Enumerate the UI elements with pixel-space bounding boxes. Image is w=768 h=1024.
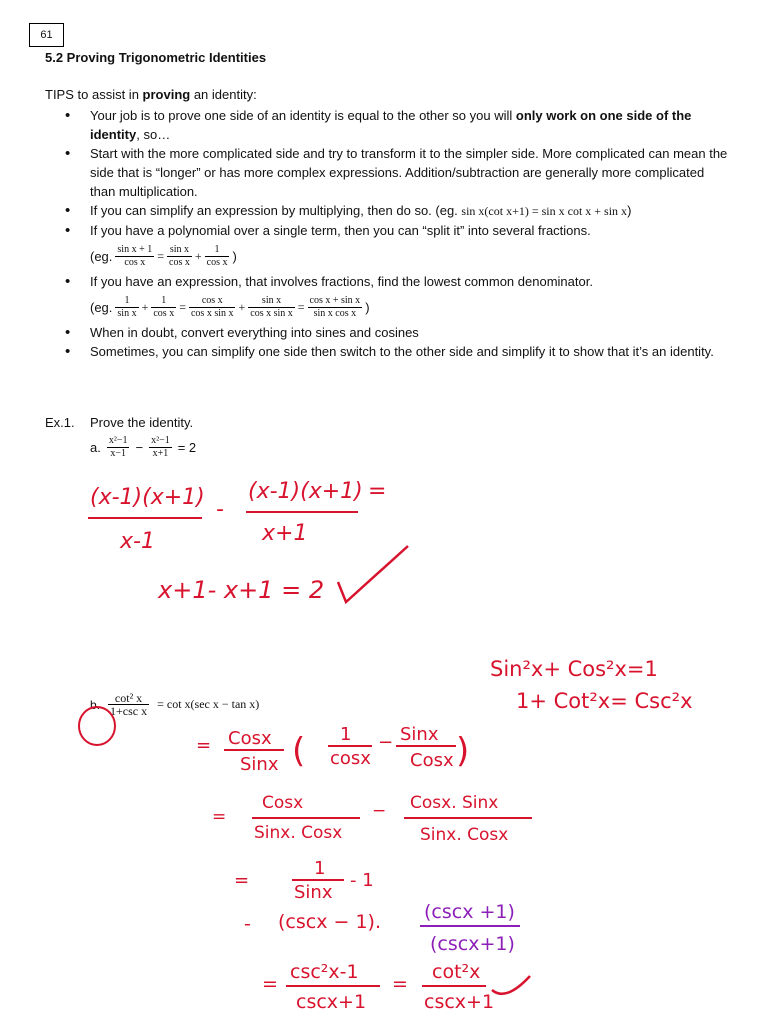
numerator: 1 <box>151 295 176 308</box>
hw-b5-numerator-2: cot²x <box>432 961 481 983</box>
numerator: cot² x <box>108 692 149 705</box>
hw-b1-denominator: Sinx <box>240 754 279 775</box>
circle-annotation-icon <box>79 707 115 745</box>
part-a-rhs: = 2 <box>177 440 197 455</box>
numerator: 1 <box>115 295 138 308</box>
hw-part-b-line2 <box>212 793 532 845</box>
denominator: x+1 <box>152 448 169 459</box>
example-label: Ex.1. <box>45 415 75 430</box>
hw-b1-inner-num-1: 1 <box>340 724 352 745</box>
check-mark-icon <box>338 546 408 602</box>
hw-b2-minus: − <box>372 801 387 821</box>
hw-b1-inner-den-1: cosx <box>330 748 371 769</box>
hw-part-a-line2 <box>157 576 324 604</box>
tip1-bold: only work on one side of the identity <box>90 108 692 142</box>
part-a-label: a. <box>90 440 101 455</box>
minus-sign: − <box>135 440 144 455</box>
tip3-close: ) <box>627 203 632 218</box>
tip1-before: Your job is to prove one side of an identity is equal to the other so you will <box>90 108 516 123</box>
check-mark-icon <box>492 976 530 994</box>
numerator: cos x + sin x <box>309 294 361 306</box>
hw-b5-denominator-2: cscx+1 <box>424 991 495 1013</box>
hw-b4-text: (cscx − 1). <box>278 911 381 933</box>
tip4-close: ) <box>232 248 237 264</box>
denominator: cos x <box>206 256 228 268</box>
hw-a2-text: x+1- x+1 = 2 <box>158 576 325 604</box>
denominator: cos x sin x <box>190 307 234 319</box>
numerator: cos x <box>189 295 236 308</box>
hw-side-identity-1: Sin²x+ Cos²x=1 <box>490 657 658 681</box>
tip4-eg: (eg. <box>90 248 113 264</box>
denominator: cos x sin x <box>250 307 293 319</box>
plus-sign: + <box>194 248 202 263</box>
hw-a1-numerator-1: (x-1)(x+1) <box>90 485 205 510</box>
hw-b1-equals: = <box>196 735 212 756</box>
hw-part-b-line4 <box>244 901 520 955</box>
hw-close-paren: ) <box>456 731 470 771</box>
page-number: 61 <box>29 23 64 47</box>
hw-b5-equals: = <box>262 973 278 995</box>
hw-b3-numerator: 1 <box>314 858 326 879</box>
tips-intro-bold: proving <box>142 87 191 102</box>
hw-part-b-line5 <box>262 961 494 1013</box>
denominator: x−1 <box>110 448 126 459</box>
tip1-after: , so… <box>136 127 171 142</box>
hw-b4-purple-denominator: (cscx+1) <box>430 933 515 955</box>
hw-b4-purple-numerator: (cscx +1) <box>424 901 515 923</box>
denominator: cos x <box>153 307 175 319</box>
hw-open-paren: ( <box>292 731 306 771</box>
hw-side-identity-2: 1+ Cot²x= Csc²x <box>516 689 693 713</box>
page-title: 5.2 Proving Trigonometric Identities <box>45 50 267 65</box>
part-b-label: b. <box>90 697 101 712</box>
tip2-text: Start with the more complicated side and try to transform it to the simpler side. More complicated can mean the side that is “longer” or has more complex expressions. Addition/subtraction are generally more complicated than multiplication. <box>90 146 728 199</box>
tip6-text: When in doubt, convert everything into sines and cosines <box>90 325 419 340</box>
plus-sign: + <box>238 299 246 314</box>
tip7-text: Sometimes, you can simplify one side then switch to the other side and simplify it to show that it’s an identity. <box>90 344 714 359</box>
denominator: cos x <box>169 256 190 268</box>
part-b-rhs: = cot x(sec x − tan x) <box>157 697 260 711</box>
denominator: cos x <box>124 256 146 268</box>
hw-side-identities <box>490 657 693 713</box>
hw-a1-denominator-2: x+1 <box>262 521 308 546</box>
tips-intro-after: an identity: <box>190 87 257 102</box>
numerator: sin x <box>167 244 192 257</box>
hw-a1-denominator-1: x-1 <box>120 529 155 554</box>
hw-a1-equals: = <box>368 479 387 504</box>
numerator: sin x <box>248 295 295 308</box>
hw-part-a-line1 <box>88 479 386 554</box>
tips-intro-before: TIPS to assist in <box>45 87 143 102</box>
hw-b1-inner-num-2: Sinx <box>400 724 439 745</box>
hw-b5-denominator-1: cscx+1 <box>296 991 367 1013</box>
hw-b2-numerator-1: Cosx <box>262 793 304 813</box>
hw-b1-inner-minus: − <box>378 732 394 753</box>
equals-sign: = <box>179 299 186 314</box>
hw-b2-denominator-2: Sinx. Cosx <box>420 825 509 845</box>
tip5-eg: (eg. <box>90 299 113 315</box>
numerator: 1 <box>205 244 230 257</box>
hw-b3-tail: - 1 <box>350 870 374 891</box>
denominator: sin x cos x <box>313 307 357 319</box>
hw-b1-inner-den-2: Cosx <box>410 750 454 771</box>
hw-b5-equals-2: = <box>392 973 408 995</box>
hw-a1-minus: - <box>216 497 224 522</box>
hw-b3-denominator: Sinx <box>294 882 333 903</box>
numerator: x²−1 <box>151 435 170 446</box>
hw-b4-equals: - <box>244 913 251 935</box>
hw-b2-equals: = <box>212 807 227 827</box>
denominator: sin x <box>117 307 137 319</box>
tip5-close: ) <box>365 299 370 315</box>
tip4-text: If you have a polynomial over a single term, then you can “split it” into several fractions. <box>90 223 591 238</box>
hw-b2-numerator-2: Cosx. Sinx <box>410 793 499 813</box>
plus-sign: + <box>141 299 149 314</box>
hw-a1-numerator-2: (x-1)(x+1) <box>248 479 363 504</box>
hw-b5-numerator-1: csc²x-1 <box>290 961 359 983</box>
tip3-math: sin x(cot x+1) = sin x cot x + sin x <box>461 204 628 218</box>
hw-part-b-line3 <box>234 858 374 903</box>
numerator: sin x + 1 <box>117 243 153 255</box>
hw-part-b-line1 <box>196 724 469 775</box>
numerator: x²−1 <box>108 435 128 446</box>
tip5-text: If you have an expression, that involves fractions, find the lowest common denominator. <box>90 274 593 289</box>
example-prompt: Prove the identity. <box>90 415 194 430</box>
hw-b3-equals: = <box>234 870 250 891</box>
denominator: 1+csc x <box>110 704 148 718</box>
hw-b1-numerator: Cosx <box>228 728 272 749</box>
hw-b2-denominator-1: Sinx. Cosx <box>254 823 343 843</box>
equals-sign: = <box>157 248 164 263</box>
equals-sign: = <box>297 299 305 314</box>
tip3-text: If you can simplify an expression by multiplying, then do so. (eg. <box>90 203 462 218</box>
